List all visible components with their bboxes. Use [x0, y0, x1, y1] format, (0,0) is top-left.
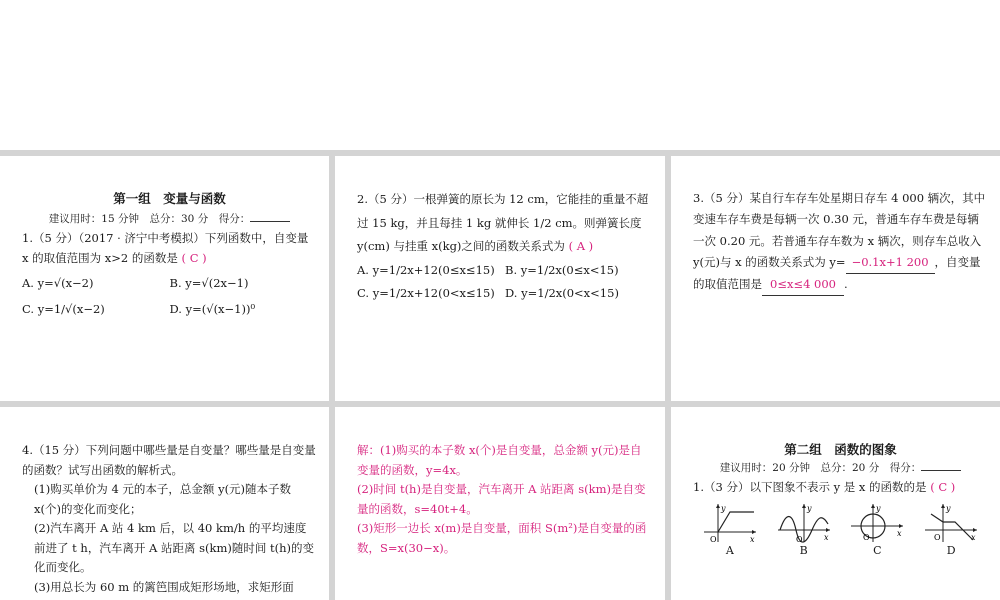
- answer-3b: 0≤x≤4 000: [762, 274, 844, 296]
- slide-panel-6: [671, 407, 1000, 600]
- x-label: x: [749, 534, 755, 544]
- group-title: 第一组 变量与函数: [113, 191, 226, 206]
- x-label: x: [897, 528, 902, 538]
- graph-b-label: B: [799, 543, 808, 557]
- option-a: A. y=1/2x+12(0≤x≤15): [357, 262, 495, 277]
- options-row-1: [22, 273, 317, 293]
- answer-g2-1: ( C ): [930, 480, 956, 495]
- item-1: (1)购买单价为 4 元的本子，总金额 y(元)随本子数 x(个)的变化而变化；: [34, 482, 292, 516]
- score-blank: [921, 460, 961, 471]
- question-2: 2.（5 分）一根弹簧的原长为 12 cm，它能挂的重量不超过 15 kg，并且每挂 1 kg 就伸长 1/2 cm。则弹簧长度 y(cm) 与挂重 x(kg)之间的函数关系式为 ( A ): [357, 192, 649, 254]
- x-label: x: [971, 532, 976, 542]
- score-blank: [250, 211, 290, 222]
- y-label: y: [806, 503, 812, 513]
- slide-panel-1: [0, 156, 329, 401]
- option-b: B. y=√(2x−1): [169, 275, 249, 290]
- y-label: y: [720, 503, 726, 513]
- answer-1: ( C ): [181, 251, 207, 266]
- answer-2: ( A ): [568, 239, 594, 254]
- solution-1: 解：(1)购买的本子数 x(个)是自变量，总金额 y(元)是自变量的函数，y=4x。: [357, 443, 642, 477]
- meta-line: 建议用时：20 分钟 总分：20 分 得分：: [693, 460, 988, 478]
- option-d: D. y=(√(x−1))⁰: [169, 301, 256, 316]
- graph-b: [774, 502, 834, 557]
- x-label: x: [823, 532, 829, 542]
- meta-line: 建议用时：15 分钟 总分：30 分 得分：: [22, 210, 317, 228]
- slide-panel-2: [335, 156, 665, 401]
- slide-panel-3: [671, 156, 1000, 401]
- question-4: 4.（15 分）下列问题中哪些量是自变量？哪些量是自变量的函数？试写出函数的解析式。: [22, 443, 316, 477]
- option-d: D. y=1/2x(0<x<15): [505, 286, 619, 301]
- slide-panel-5: [335, 407, 665, 600]
- options-row-2: [357, 282, 653, 306]
- question-3: 3.（5 分）某自行车存车处星期日存车 4 000 辆次，其中变速车存车费是每辆一次 0.30 元，普通车存车费是每辆一次 0.20 元。若普通车存车数为 x 辆次，则存车总收入 y(元)与 x 的函数关系式为 y= −0.1x+1 200 ，自变量的取值范围是 0≤x≤4 000 .: [693, 188, 988, 296]
- graph-b-svg: [774, 502, 834, 544]
- graph-c-label: C: [873, 543, 882, 557]
- option-c: C. y=1/2x+12(0<x≤15): [357, 286, 495, 301]
- question-g2-1: 1.（3 分）以下图象不表示 y 是 x 的函数的是 ( C ): [693, 480, 956, 495]
- origin-label: O: [863, 532, 870, 542]
- solution-2: (2)时间 t(h)是自变量，汽车离开 A 站距离 s(km)是自变量的函数，s=40t+4。: [357, 482, 646, 516]
- graph-a: [700, 502, 760, 557]
- graph-c-svg: [847, 502, 907, 544]
- graph-c: [847, 502, 907, 557]
- slide-panel-4: [0, 407, 329, 600]
- graph-a-label: A: [725, 543, 734, 557]
- graph-d: [921, 502, 981, 557]
- y-label: y: [876, 503, 881, 513]
- options-row-2: [22, 299, 317, 319]
- solution-3: (3)矩形一边长 x(m)是自变量，面积 S(m²)是自变量的函数，S=x(30−x)。: [357, 521, 647, 555]
- item-2: (2)汽车离开 A 站 4 km 后，以 40 km/h 的平均速度前进了 t h，汽车离开 A 站距离 s(km)随时间 t(h)的变化而变化。: [34, 521, 315, 575]
- origin-label: O: [934, 532, 941, 542]
- group-title: 第二组 函数的图象: [784, 442, 897, 457]
- y-label: y: [946, 503, 951, 513]
- graph-a-svg: [700, 502, 760, 544]
- graph-d-label: D: [946, 543, 956, 557]
- question-1: 1.（5 分）（2017 · 济宁中考模拟）下列函数中，自变量 x 的取值范围为 x>2 的函数是 ( C ): [22, 231, 309, 266]
- option-c: C. y=1/√(x−2): [22, 301, 105, 316]
- graph-options: [693, 502, 988, 557]
- graph-d-svg: [921, 502, 981, 544]
- answer-3a: −0.1x+1 200: [846, 252, 935, 274]
- options-row-1: [357, 259, 653, 283]
- item-3: (3)用总长为 60 m 的篱笆围成矩形场地，求矩形面: [34, 579, 294, 594]
- origin-label: O: [795, 534, 803, 544]
- origin-label: O: [709, 534, 717, 544]
- option-a: A. y=√(x−2): [22, 275, 94, 290]
- option-b: B. y=1/2x(0≤x<15): [505, 262, 619, 277]
